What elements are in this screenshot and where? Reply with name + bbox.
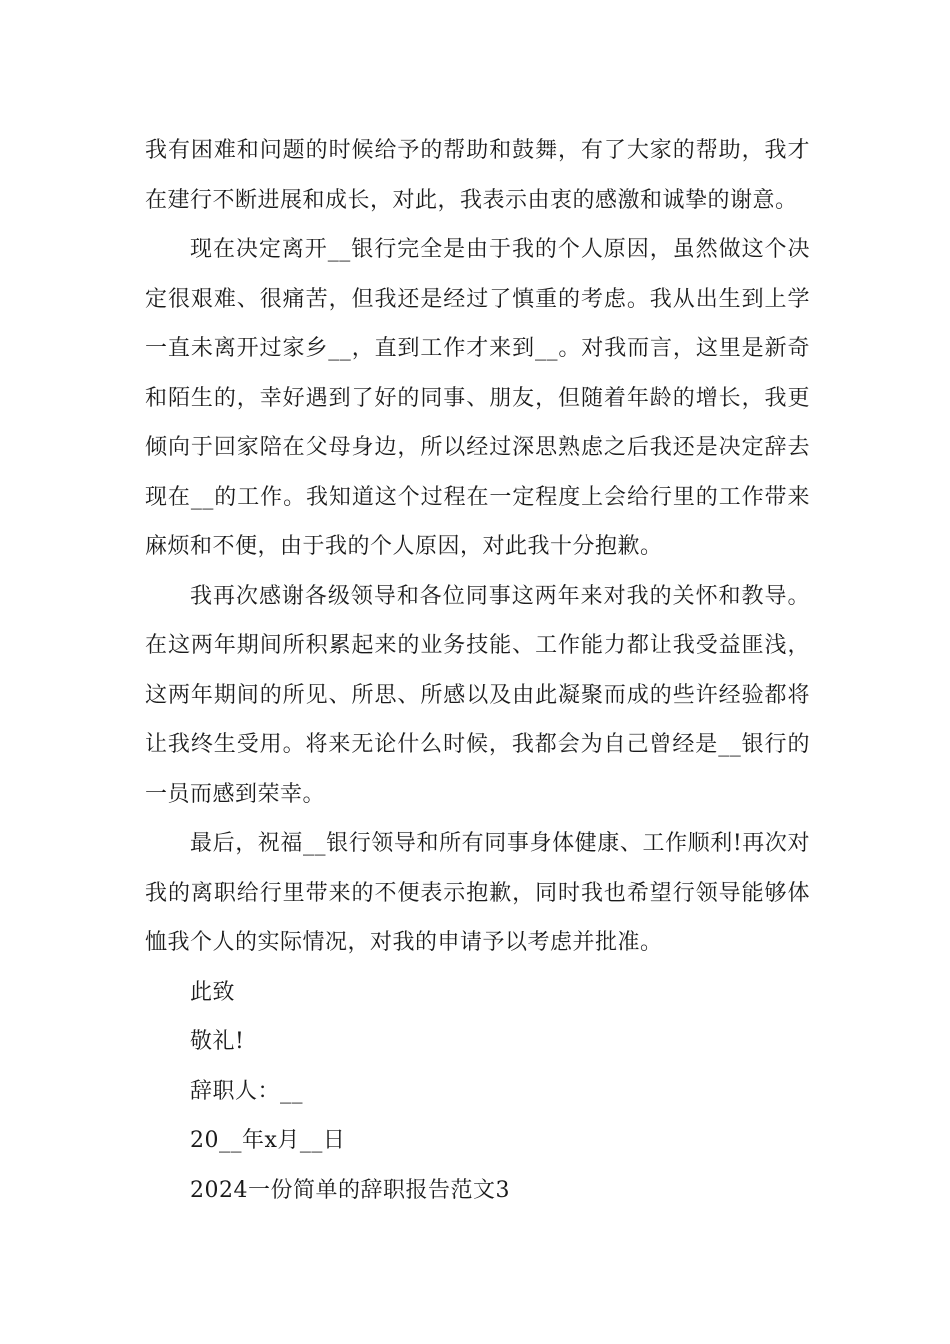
paragraph-final-wishes: 最后，祝福__银行领导和所有同事身体健康、工作顺利!再次对我的离职给行里带来的不便表示抱歉，同时我也希望行领导能够体恤我个人的实际情况，对我的申请予以考虑并批准。 (145, 831, 810, 955)
closing-salutation: 此致 (190, 979, 236, 1005)
closing-regards: 敬礼! (190, 1029, 245, 1054)
paragraph-gratitude: 我再次感谢各级领导和各位同事这两年来对我的关怀和教导。在这两年期间所积累起来的业务技能、工作能力都让我受益匪浅，这两年期间的所见、所思、所感以及由此凝聚而成的些许经验都将让我终生受用。将来无论什么时候，我都会为自己曾经是__银行的一员而感到荣幸。 (145, 583, 810, 807)
paragraph-reason-for-leaving: 现在决定离开__银行完全是由于我的个人原因，虽然做这个决定很艰难、很痛苦，但我还是经过了慎重的考虑。我从出生到上学一直未离开过家乡__，直到工作才来到__。对我而言，这里是新奇和陌生的，幸好遇到了好的同事、朋友，但随着年龄的增长，我更倾向于回家陪在父母身边，所以经过深思熟虑之后我还是决定辞去现在__的工作。我知道这个过程在一定程度上会给行里的工作带来麻烦和不便，由于我的个人原因，对此我十分抱歉。 (145, 237, 810, 559)
next-section-title: 2024一份简单的辞职报告范文3 (190, 1177, 510, 1203)
date-line: 20__年x月__日 (190, 1128, 346, 1153)
document-body (145, 126, 810, 1215)
signature-line: 辞职人：__ (190, 1078, 304, 1104)
paragraph-thanks-continued: 我有困难和问题的时候给予的帮助和鼓舞，有了大家的帮助，我才在建行不断进展和成长，对此，我表示由衷的感激和诚挚的谢意。 (145, 138, 810, 213)
